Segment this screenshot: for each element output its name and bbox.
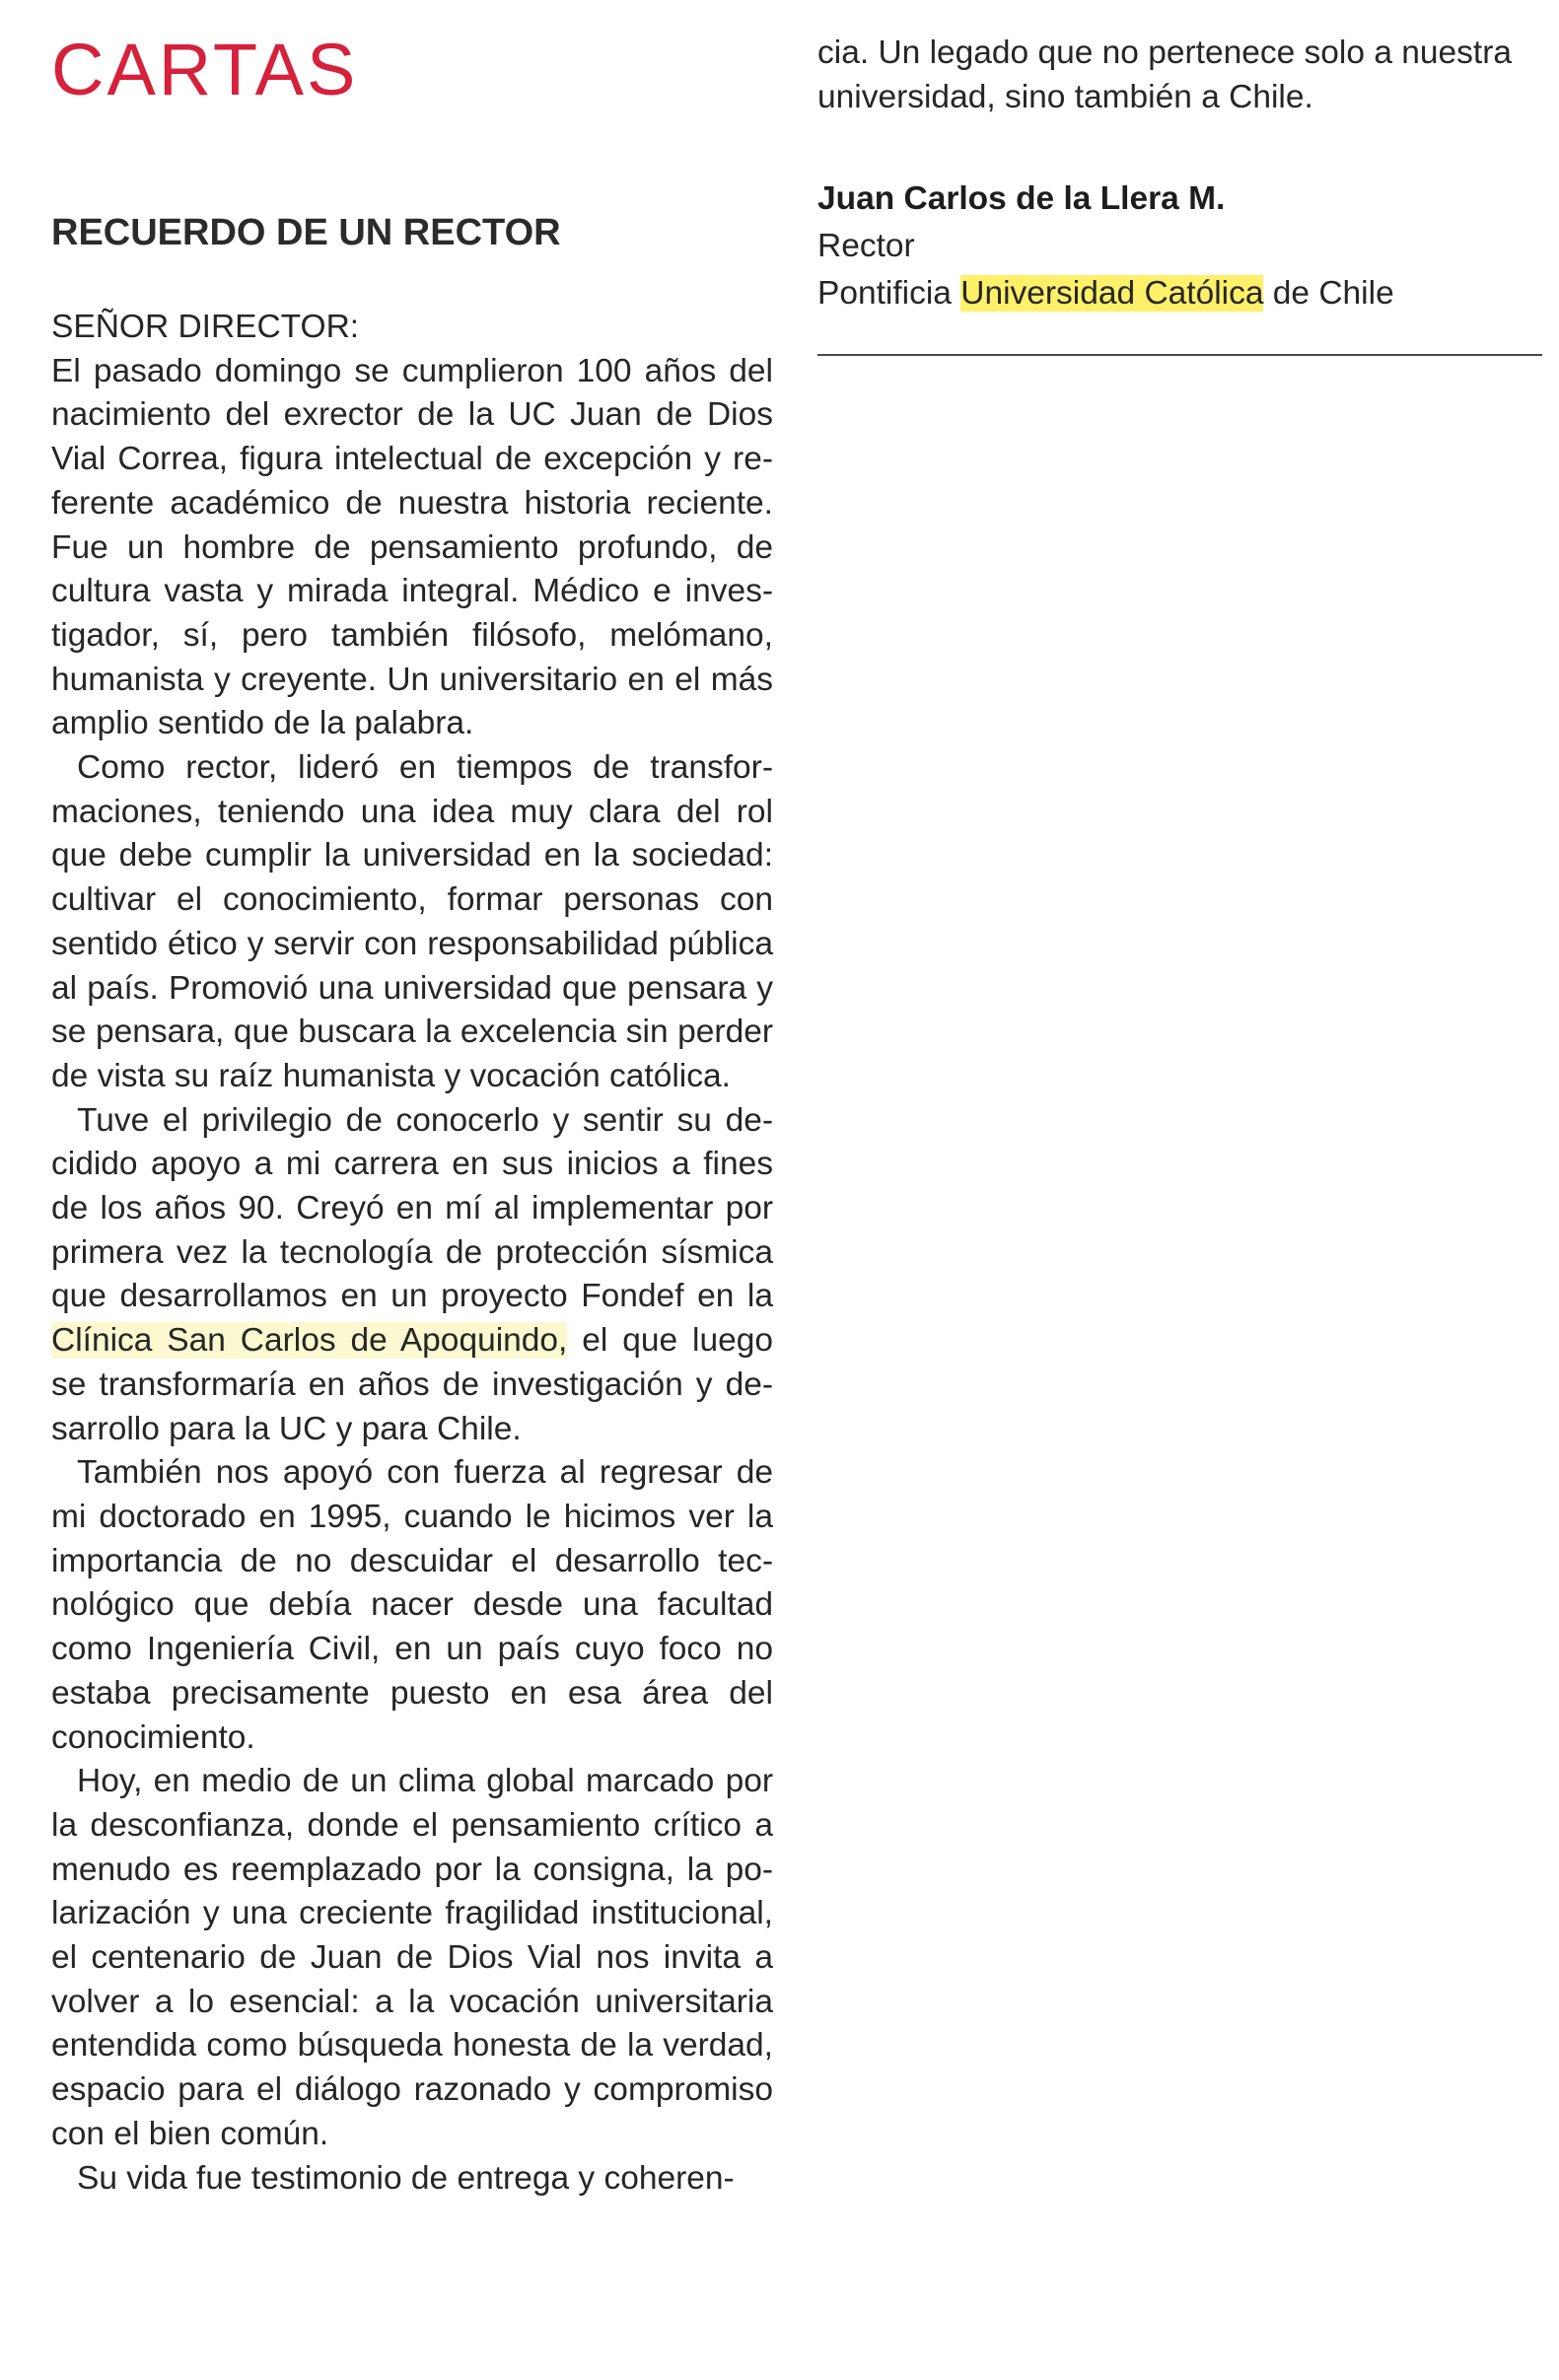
letter-headline: RECUERDO DE UN RECTOR <box>51 212 561 253</box>
letter-signature <box>817 175 1542 317</box>
signature-role: Rector <box>817 228 915 264</box>
institution-suffix: de Chile <box>1263 275 1394 312</box>
letter-paragraph-1: El pasado domingo se cumplieron 100 años del nacimiento del exrector de la UC Juan de Dios Vial Correa, figura intelectual de excepción y referente académico de nuestra historia reciente. Fue un hombre de pensamiento profundo, de cultura vasta y mirada integral. Médico e investigador, sí, pero también filósofo, melómano, humanista y creyente. Un universitario en el más amplio sentido de la palabra. <box>51 352 773 742</box>
paragraph-3-text-start: Tuve el privilegio de conocerlo y sentir su decidido apoyo a mi carrera en sus inicios a fines de los años 90. Creyó en mí al implementar por primera vez la tecnología de protección sísmica que desarrollamos en un proyecto Fondef en la <box>51 1101 773 1315</box>
signature-institution <box>817 270 1542 317</box>
institution-prefix: Pontificia <box>817 275 961 312</box>
letter-body-right-column <box>817 32 1542 119</box>
section-title: CARTAS <box>51 29 359 110</box>
letter-paragraph-2: Como rector, lideró en tiempos de transformaciones, teniendo una idea muy clara del rol que debe cumplir la universidad en la sociedad: cultivar el conocimiento, formar personas con sentido ético y servir con responsabilidad pública al país. Promovió una universidad que pensara y se pensara, que buscara la excelencia sin perder de vista su raíz humanista y vocación católica. <box>51 749 773 1094</box>
signature-divider <box>817 354 1542 356</box>
letter-paragraph-6-start: Su vida fue testimonio de entrega y coheren- <box>77 2159 735 2197</box>
letter-paragraph-4: También nos apoyó con fuerza al regresar de mi doctorado en 1995, cuando le hicimos ver la importancia de no descuidar el desarrollo tecnológico que debía nacer desde una facultad como Ingeniería Civil, en un país cuyo foco no estaba precisamente puesto en esa área del conocimiento. <box>51 1454 773 1756</box>
paragraph-3-text-end: el que luego se transformaría en años de investigación y desarrollo para la UC y para Chile. <box>51 1322 774 1447</box>
signature-name: Juan Carlos de la Llera M. <box>817 180 1226 217</box>
highlighted-university-name: Universidad Católica <box>960 275 1264 312</box>
letter-body-left-column <box>51 306 773 2201</box>
highlighted-clinic-name: Clínica San Carlos de Apoquindo, <box>51 1322 568 1360</box>
letter-paragraph-3 <box>51 1099 773 1452</box>
letter-salutation: SEÑOR DIRECTOR: <box>51 309 360 345</box>
letter-paragraph-6-end: cia. Un legado que no pertenece solo a nuestra universidad, sino también a Chile. <box>817 35 1512 115</box>
letter-paragraph-5: Hoy, en medio de un clima global marcado por la desconfianza, donde el pensamiento crítico a menudo es reemplazado por la consigna, la polarización y una creciente fragilidad institucional, el centenario de Juan de Dios Vial nos invita a volver a lo esencial: a la vocación universitaria entendida como búsqueda honesta de la verdad, espacio para el diálogo razonado y compromiso con el bien común. <box>51 1763 773 2152</box>
